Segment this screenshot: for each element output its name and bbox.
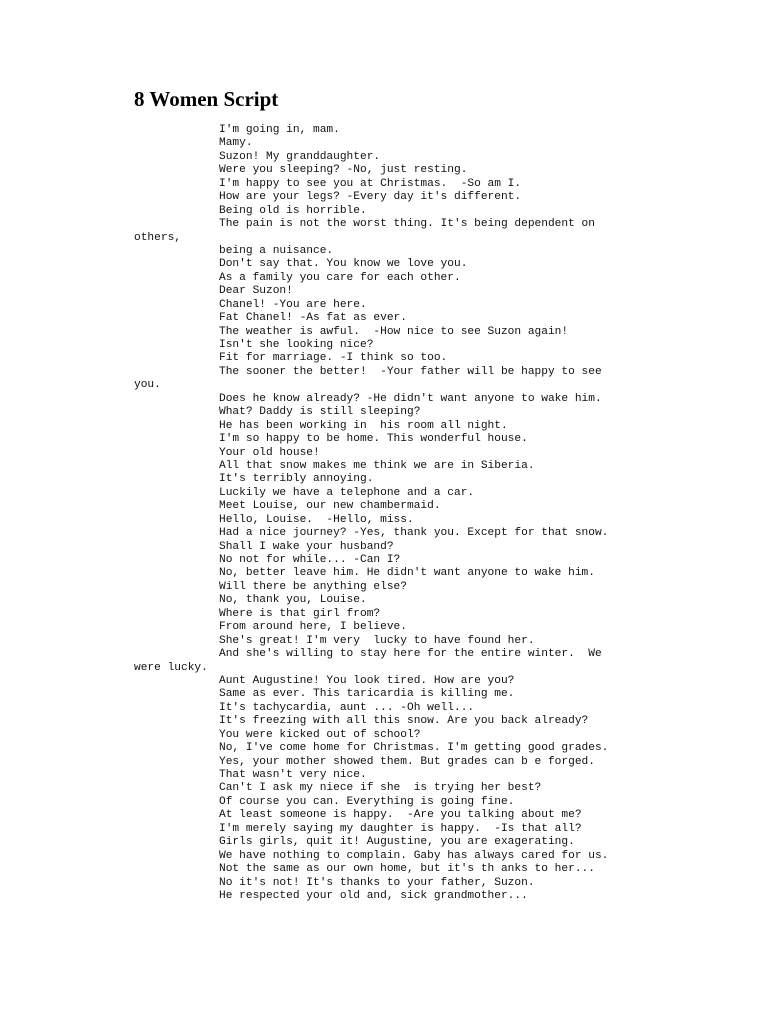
- script-line: At least someone is happy. -Are you talking about me?: [219, 809, 582, 822]
- script-line: Girls girls, quit it! Augustine, you are exagerating.: [219, 836, 575, 849]
- script-line: He respected your old and, sick grandmother...: [219, 889, 528, 902]
- page-title: 8 Women Script: [134, 87, 279, 111]
- script-line: Not the same as our own home, but it's th anks to her...: [219, 863, 595, 876]
- script-line: It's terribly annoying.: [219, 473, 374, 486]
- script-line: Mamy.: [219, 137, 253, 150]
- script-line: Hello, Louise. -Hello, miss.: [219, 513, 414, 526]
- script-line: Can't I ask my niece if she is trying her best?: [219, 782, 542, 795]
- script-line: were lucky.: [134, 661, 208, 674]
- script-line: Chanel! -You are here.: [219, 298, 367, 311]
- script-line: No not for while... -Can I?: [219, 554, 401, 566]
- script-line: Of course you can. Everything is going fine.: [219, 795, 515, 808]
- script-line: Luckily we have a telephone and a car.: [219, 486, 475, 499]
- script-line: No, I've come home for Christmas. I'm getting good grades.: [219, 742, 609, 755]
- script-line: You were kicked out of school?: [219, 728, 421, 741]
- script-line: Aunt Augustine! You look tired. How are you?: [219, 674, 515, 687]
- script-line: The pain is not the worst thing. It's being dependent on: [219, 218, 595, 231]
- script-line: Meet Louise, our new chambermaid.: [219, 500, 441, 513]
- script-line: I'm happy to see you at Christmas. -So am I.: [219, 177, 522, 190]
- script-line: I'm going in, mam.: [219, 124, 340, 136]
- script-line: The sooner the better! -Your father will be happy to see: [219, 365, 602, 378]
- script-line: And she's willing to stay here for the entire winter. We: [219, 648, 602, 661]
- script-line: As a family you care for each other.: [219, 271, 461, 284]
- script-line: Where is that girl from?: [219, 607, 381, 620]
- script-line: Being old is horrible.: [219, 204, 367, 217]
- script-line: Does he know already? -He didn't want anyone to wake him.: [219, 392, 602, 405]
- script-line: No, better leave him. He didn't want anyone to wake him.: [219, 567, 595, 580]
- script-line: Had a nice journey? -Yes, thank you. Except for that snow.: [219, 527, 609, 540]
- script-line: Don't say that. You know we love you.: [219, 258, 468, 271]
- script-line: From around here, I believe.: [219, 621, 407, 634]
- script-line: How are your legs? -Every day it's different.: [219, 191, 522, 204]
- script-line: Same as ever. This taricardia is killing me.: [219, 688, 515, 701]
- script-line: Fit for marriage. -I think so too.: [219, 352, 448, 365]
- script-line: being a nuisance.: [219, 244, 334, 257]
- script-line: That wasn't very nice.: [219, 769, 367, 781]
- script-line: He has been working in his room all night.: [219, 419, 508, 432]
- script-line: It's freezing with all this snow. Are you back already?: [219, 715, 589, 728]
- script-line: Your old house!: [219, 446, 320, 459]
- script-line: I'm merely saying my daughter is happy. -Is that all?: [219, 822, 582, 835]
- script-line: It's tachycardia, aunt ... -Oh well...: [219, 701, 475, 714]
- script-line: Were you sleeping? -No, just resting.: [219, 164, 468, 177]
- script-line: Yes, your mother showed them. But grades can b e forged.: [219, 755, 595, 768]
- script-line: Isn't she looking nice?: [219, 339, 374, 351]
- script-line: Fat Chanel! -As fat as ever.: [219, 312, 407, 325]
- script-line: Shall I wake your husband?: [219, 540, 394, 553]
- script-line: We have nothing to complain. Gaby has always cared for us.: [219, 849, 609, 862]
- script-line: others,: [134, 231, 181, 244]
- script-line: No it's not! It's thanks to your father, Suzon.: [219, 876, 535, 889]
- script-line: She's great! I'm very lucky to have found her.: [219, 634, 535, 647]
- script-line: you.: [134, 379, 161, 392]
- script-line: No, thank you, Louise.: [219, 594, 367, 607]
- script-line: I'm so happy to be home. This wonderful house.: [219, 433, 528, 446]
- script-line: What? Daddy is still sleeping?: [219, 406, 421, 419]
- script-line: The weather is awful. -How nice to see Suzon again!: [219, 325, 569, 338]
- script-line: Suzon! My granddaughter.: [219, 150, 381, 163]
- script-line: Will there be anything else?: [219, 580, 407, 593]
- script-line: All that snow makes me think we are in Siberia.: [219, 459, 535, 472]
- script-line: Dear Suzon!: [219, 285, 293, 298]
- script-text: [0, 124, 768, 903]
